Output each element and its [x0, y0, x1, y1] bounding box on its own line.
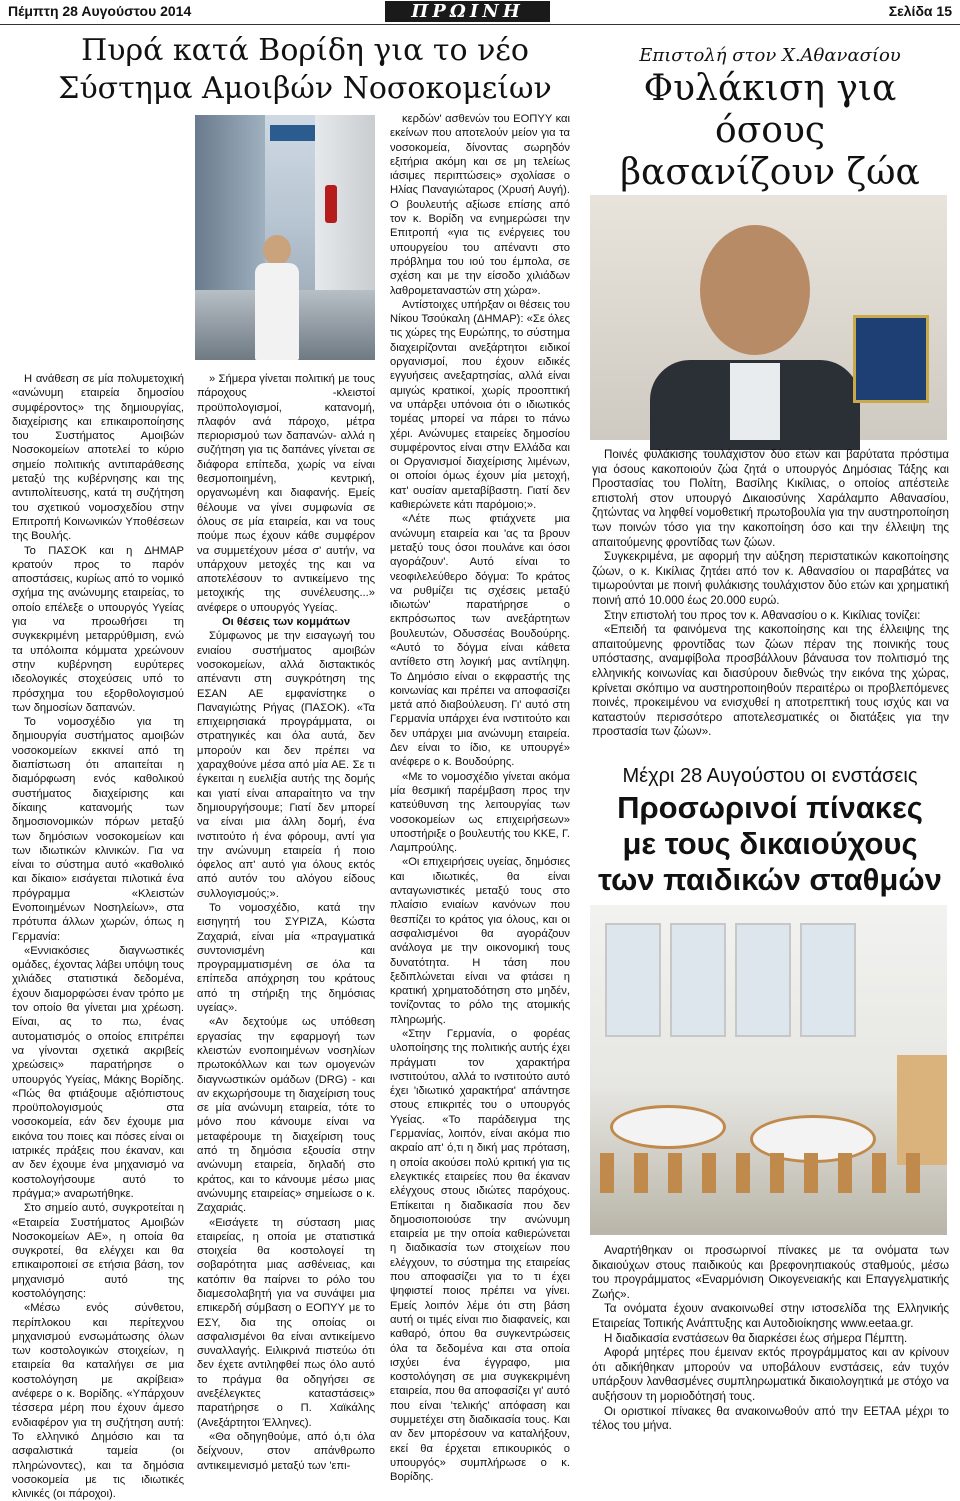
article2-title-line1: Φυλάκιση για όσους: [643, 68, 897, 151]
paragraph: Το ΠΑΣΟΚ και η ΔΗΜΑΡ κρατούν προς το παρόν αποστάσεις, κυρίως από το νομικό σχήμα της ανώνυμης εταιρείας, το οποίο επέλεξε ο υπουργός Υγείας για να προωθήσει τη συγκεκριμένη μεταρρύθμιση, ενώ τα υπόλοιπα κόμματα χρεώνουν στην κυβέρνηση ευρύτερες ιδεολογικές στοχεύσεις υπό το πρόσχημα του εξορθολογισμού των δημοσίων δαπανών.: [12, 544, 184, 714]
article3-title-line1: Προσωρινοί πίνακες: [617, 790, 923, 825]
minister-portrait-photo: [590, 195, 947, 440]
paragraph: κερδών' ασθενών του ΕΟΠΥΥ και εκείνων που αποτελούν μείον για τα νοσοκομεία, δίνοντας σωρηδόν εξιτήρια ακόμη και σε μη τελείως ιάσιμες περιπτώσεις» σχολίασε ο Ηλίας Παναγιώταρος (Χρυσή Αυγή). Ο βουλευτής αξίωσε επίσης από τον κ. Βορίδη να ενημερώσει την Επιτροπή «για τις ενέργειες του υπουργείου του απέναντι στο πρόβλημα του ιού του έμπολα, σε σχέση και με την είσοδο χιλιάδων λαθρομεταναστών στη χώρα».: [390, 113, 570, 297]
hospital-corridor-photo: [195, 115, 375, 360]
paragraph: «Εννιακόσιες διαγνωστικές ομάδες, έχοντας λάβει υπόψη τους χιλιάδες στατιστικά δεδομένα, έχουν διαμορφώσει έναν τρόπο με τον οποίο θα γίνεται μια χρέωση. Είναι, ας το πω, ένας αυτοματισμός ο οποίος επιτρέπει να γίνονται σχετικά ακριβείς χρεώσεις» παρατήρησε ο υπουργός Υγείας, Μάκης Βορίδης. «Πώς θα φτιάξουμε αξιόπιστους προϋπολογισμούς στα νοσοκομεία, εάν δεν έχουμε μια εικόνα του ποιες και πόσες είναι οι ιατρικές πράξεις που έκαναν, και αν δεν έχουμε ένα μηχανισμό να κοστολογήσουμε αυτό το πράγμα;» αναρωτήθηκε.: [12, 944, 184, 1200]
paragraph: Συγκεκριμένα, με αφορμή την αύξηση περιστατικών κακοποίησης ζώων, ο κ. Κικίλιας ζητάει από τον κ. Αθανασίου οι παραβάτες να τιμωρούνται με ποινή φυλάκισης τουλάχιστον δύο ετών και χρηματική ποινή από 10.000 έως 20.000 ευρώ.: [592, 550, 949, 607]
paragraph: «Οι επιχειρήσεις υγείας, δημόσιες και ιδιωτικές, θα είναι ανταγωνιστικές μεταξύ τους στο πλαίσιο ενιαίων κανόνων που θεσπίζει το κράτος για όλους, και οι ασφαλισμένοι θα αγοράζουν ανάλογα με την οικονομική τους δυνατότητα. Η τάση που ξεδιπλώνεται είναι να φτάσει η κρατική χρηματοδότηση στο μηδέν, τονίζοντας το ρόλο της ατομικής πληρωμής.: [390, 856, 570, 1026]
paragraph: Αφορά μητέρες που έμειναν εκτός προγράμματος και αν κρίνουν ότι αδικήθηκαν μπορούν να υποβάλουν ενστάσεις, εάν τυχόν υπάρξουν λανθασμένες συμπληρωματικά δικαιολογητικά με στόχο να αυξήσουν τη μοριοδότησή τους.: [592, 1346, 949, 1403]
article1-column-1: [12, 372, 184, 1501]
paragraph: Σύμφωνος με την εισαγωγή του ενιαίου συστήματος αμοιβών νοσοκομείων, αλλά διστακτικός απέναντι στη συγκρότηση της ΕΣΑΝ ΑΕ εμφανίστηκε ο Παναγιώτης Ρήγας (ΠΑΣΟΚ). «Τα επιχειρησιακά προγράμματα, οι στρατηγικές και όλα αυτά, δεν μπορούν και δεν πρέπει να χαραχθούνε μέσα από μία ΑΕ. Σε τι έγκειται η ευελιξία αυτής της δομής και γιατί είναι απαραίτητο να την δημιουργήσουμε; Γιατί δεν μπορεί να είναι μια άλλη δομή, ένα ινστιτούτο ή ένα φόρουμ, αντί για την ανώνυμη εταιρεία ή ποιο όφελος απ' αυτό για όλους εκτός από αυτόν του αλόγου είδους συλλογισμούς;».: [197, 630, 375, 900]
subheading: Οι θέσεις των κομμάτων: [221, 616, 351, 629]
paragraph: «Στην Γερμανία, ο φορέας υλοποίησης της πολιτικής αυτής έχει πράγματι τον χαρακτήρα ινστιτούτου, αλλά το ινστιτούτο αυτό έχει 'ιδιωτικό χαρακτήρα' απάντησε στους επικριτές του ο υπουργός Υγείας. «Το παράδειγμα της Γερμανίας, λοιπόν, είναι ακόμα πιο ακραίο απ' ό,τι η δική μας πρόταση, η οποία ακούσει πολύ κριτική για τις ελεγκτικές εταιρείες που θα έκαναν ελέγχους στους ιδιώτες παρόχους. Επίκειται η διαδικασία που δεν δημοσιοποιούσε την ανώνυμη εταιρεία με την οποία καθιερώνεται η διαδικασία των στοιχείων που ελέγχουν, το σύστημα της εταιρείας που αποφασίζει για το τι έχει ψηφιστεί ποιος πρέπει να γίνει. Εμείς λοιπόν λέμε ότι στη βάση αυτή οι τιμές είναι πιο διαφανείς, και καθαρό, όπου θα συγκεντρώσεις όλα τα δεδομένα και στα οποία ισχύει ένα έγγραφο, μια κοστολόγηση σε μια συγκεκριμένη εταιρεία, που θα αποφασίζει γι' αυτό που είναι 'τελικής' απόφαση και συμμετέχει στη διαδικασία τους. Και αν δεν μπορέσουν να καταλήξουν, εκεί θα έρχεται επικουρικός ο υπουργός» συμπλήρωσε ο κ. Βορίδης.: [390, 1028, 570, 1484]
article3-title-line2: με τους δικαιούχους: [622, 826, 918, 861]
paragraph: «Εισάγετε τη σύσταση μιας εταιρείας, η οποία με στατιστικά στοιχεία θα κοστολογεί τη σοβαρότητα μιας ασθένειας, και κατόπιν θα παίρνει το ρόλο του διαμεσολαβητή για να συνάψει μια επικερδή σύμβαση ο ΕΟΠΥΥ με το ΕΣΥ, δια της οποίας οι ασφαλισμένοι θα είναι αντικείμενο συναλλαγής. Ειλικρινά πιστεύω ότι δεν έχετε αντιληφθεί πως όλο αυτό το πράγμα θα οδηγήσει σε ανεξέλεγκτες καταστάσεις» παρατήρησε ο Π. Χαϊκάλης (Ανεξάρτητοι Έλληνες).: [197, 1216, 375, 1429]
paragraph: «Μέσω ενός σύνθετου, περίπλοκου και περίτεχνου μηχανισμού ενσωμάτωσης όλων των κοστολογικών στοιχείων, η εταιρεία θα καταλήγει σε μια κοστολόγηση με ακρίβεια» ανέφερε ο κ. Βορίδης. «Υπάρχουν τέσσερα μέρη που έχουν άμεσο ενδιαφέρον για τη συζήτηση αυτή: Το ελληνικό Δημόσιο και τα ασφαλιστικά ταμεία (οι πληρώνοντες), και τα δημόσια νοσοκομεία με τις ιδιωτικές κλινικές (οι πάροχοι).: [12, 1302, 184, 1501]
page-header: [0, 0, 960, 25]
paragraph: Στην επιστολή του προς τον κ. Αθανασίου ο κ. Κικίλιας τονίζει:: [604, 608, 921, 622]
article3-title-line3: των παιδικών σταθμών: [598, 862, 942, 897]
paragraph: Αναρτήθηκαν οι προσωρινοί πίνακες με τα ονόματα των δικαιούχων στους παιδικούς και βρεφονηπιακούς σταθμούς, μέσω του προγράμματος «Εναρμόνιση Οικογενειακής και Επαγγελματικής Ζωής».: [592, 1244, 949, 1301]
paragraph: Το νομοσχέδιο, κατά την εισηγητή του ΣΥΡΙΖΑ, Κώστα Ζαχαριά, είναι μία «πραγματικά συντονισμένη και προγραμματισμένη σε όλα τα επίπεδα απόχρηση του κράτους από τη στήριξη της δημόσιας υγείας».: [197, 901, 375, 1015]
newspaper-logo: ΠΡΩΙΝΗ: [385, 1, 550, 22]
article3-kicker: Μέχρι 28 Αυγούστου οι ενστάσεις: [622, 765, 918, 787]
paragraph: «Θα οδηγηθούμε, από ό,τι όλα δείχνουν, στον απάνθρωπο αντικειμενισμό μεταξύ των 'επι-: [197, 1430, 375, 1472]
paragraph: Αντίστοιχες υπήρξαν οι θέσεις του Νίκου Τσούκαλη (ΔΗΜΑΡ): «Σε όλες τις χώρες της Ευρώπης, το σύστημα διαχειρίζονται ανεξάρτητοι ειδικοί οργανισμοί, που έχουν ειδικές εγγυήσεις ανεξαρτησίας, αλλά είναι αμιγώς κρατικοί, χωρίς προοπτική να υπάρξει υπόνοια ότι ο ιδιωτικός τομέας μπορεί να πάρει το πάνω χέρι. Ανώνυμες εταιρείες δημοσίου συμφέροντος είναι στην Ελλάδα και οι Οργανισμοί διαχείρισης λιμένων, οι οποίοι όμως έχουν μία μετοχή, κατ' ουσίαν αμεταβίβαστη. Γιατί δεν καθιερώνετε κάτι παρόμοιο;».: [390, 298, 570, 512]
paragraph: » Σήμερα γίνεται πολιτική με τους πάροχους -κλειστοί προϋπολογισμοί, κατανομή, πλαφόν ανά πάροχο, μέτρα περιορισμού των δαπανών- αλλά η συζήτηση για τις δαπάνες γίνεται σε διάφορα επίπεδα, χωρίς να είναι θεσμοποιημένη, κεντρική, οργανωμένη και διαφανής. Εμείς θέλουμε να γίνει συμφωνία σε όλους σε μία εταιρεία, και να τους πούμε πως έχουν κάθε συμφέρον να συμμετέχουν μέσα σ' αυτήν, να υπάρχουν μετοχές της και να αποτελέσουν το αντικείμενο της μετοχικής της συνέλευσης...» ανέφερε ο υπουργός Υγείας.: [197, 373, 375, 614]
paragraph: Η ανάθεση σε μία πολυμετοχική «ανώνυμη εταιρεία δημοσίου συμφέροντος» της δημιουργίας, διαχείρισης και επικαιροποίησης του Συστήματος Αμοιβών Νοσοκομείων αποτελεί το κύριο σημείο πολιτικής αντιπαράθεσης μεταξύ της κυβέρνησης και της αντιπολίτευσης, κατά τη συζήτηση του σχετικού νομοσχεδίου στην Επιτροπή Κοινωνικών Υποθέσεων της Βουλής.: [12, 373, 184, 543]
article2-kicker: Επιστολή στον Χ.Αθανασίου: [639, 45, 901, 66]
article1-column-3: [390, 112, 570, 1484]
paragraph: Οι οριστικοί πίνακες θα ανακοινωθούν από την ΕΕΤΑΑ μέχρι το τέλος του μήνα.: [592, 1404, 949, 1433]
paragraph: Το νομοσχέδιο για τη δημιουργία συστήματος αμοιβών νοσοκομείων εκκινεί από τη διαπίστωση ότι απαιτείται η διαμόρφωση ενός καθολικού συστήματος διαχείρισης και δίκαιης κατανομής των δημοσιονομικών πόρων μεταξύ των δημόσιων νοσοκομείων και των ιδιωτικών κλινικών. Για να είναι το σύστημα αυτό «καθολικό και δίκαιο» εισάγεται πιλοτικά ένα πρόγραμμα «Κλειστών Ενοποιημένων Νοσηλείων», στα πρότυπα άλλων χωρών, όπως η Γερμανία:: [12, 716, 184, 943]
article3-body: [592, 1244, 949, 1444]
article2-title-line2: βασανίζουν ζώα: [620, 152, 920, 193]
article1-title-line1: Πυρά κατά Βορίδη για το νέο: [81, 33, 529, 68]
article1-column-2: [197, 372, 375, 1472]
paragraph: «Επειδή τα φαινόμενα της κακοποίησης και της έλλειψης της απαιτούμενης φροντίδας των ζώων πέραν της ποινικής τους υπόστασης, αναμφίβολα προσβάλλουν βάναυσα τον πολιτισμό της ελληνικής κοινωνίας και διασύρουν διεθνώς την εικόνα της χώρας, κρίνεται σκόπιμο να αυστηροποιηθούν περαιτέρω οι προβλεπόμενες ποινές, προκειμένου να ενισχυθεί η αποτρεπτική τους ισχύς και να καταστούν περισσότερο αποτελεσματικές οι διατάξεις για την προστασία των ζώων».: [592, 623, 949, 739]
issue-date: Πέμπτη 28 Αυγούστου 2014: [8, 3, 192, 19]
kindergarten-classroom-photo: [590, 905, 947, 1235]
paragraph: «Αν δεχτούμε ως υπόθεση εργασίας την εφαρμογή των κλειστών ενοποιημένων νοσηλίων πρωτοκόλλων και των ομογενών διαγνωστικών ομάδων (DRG) - και αν εκχωρήσουμε τη διαχείριση τους σε μία ανώνυμη εταιρεία, τότε το μόνο που κάνουμε είναι να μεταφέρουμε τη διαχείριση τους από τη δημόσια εξουσία στην ανώνυμη εταιρεία, δηλαδή στο κράτος, και το κάνουμε μέσω μιας ανώνυμης εταιρείας» σημείωσε ο κ. Ζαχαριάς.: [197, 1016, 375, 1215]
paragraph: Τα ονόματα έχουν ανακοινωθεί στην ιστοσελίδα της Ελληνικής Εταιρείας Τοπικής Ανάπτυξης και Αυτοδιοίκησης www.eetaa.gr.: [592, 1302, 949, 1330]
paragraph: Η διαδικασία ενστάσεων θα διαρκέσει έως σήμερα Πέμπτη.: [604, 1331, 908, 1345]
paragraph: «Λέτε πως φτιάχνετε μια ανώνυμη εταιρεία και 'ας τα βρουν μεταξύ τους όσοι πουλάνε και όσοι αγοράζουν'. Αυτό είναι το νεοφιλελεύθερο δόγμα: Το κράτος να ρυθμίζει τις σχέσεις μεταξύ ιδιωτών' παρατήρησε ο εκπρόσωπος των ανεξάρτητων βουλευτών, Οδυσσέας Βουδούρης. «Αυτό το δόγμα είναι κάθετα αντίθετο στη λογική μας αντίληψη. Το Δημόσιο είναι ο εκφραστής της κοινωνίας και πρέπει να αποφασίζει μετά από διαβούλευση. Γι' αυτό στη Γερμανία υπάρχει ένα ινστιτούτο και δεν υπάρχει μια ανώνυμη εταιρεία. Δεν είναι το ίδιο, κε υπουργέ» ανέφερε ο κ. Βουδούρης.: [390, 513, 570, 769]
article2-body: [592, 448, 949, 748]
paragraph: Στο σημείο αυτό, συγκροτείται η «Εταιρεία Συστήματος Αμοιβών Νοσοκομείων ΑΕ», η οποία θα συγκροτεί, θα ελέγχει και θα επικαιροποιεί σε ετήσια βάση, τον μηχανισμό αυτό της κοστολόγησης:: [12, 1202, 184, 1300]
article3-title: [590, 790, 950, 898]
page-number: Σελίδα 15: [888, 3, 952, 19]
article1-title-line2: Σύστημα Αμοιβών Νοσοκομείων: [58, 71, 552, 106]
article1-title: [40, 32, 570, 108]
paragraph: «Με το νομοσχέδιο γίνεται ακόμα μία θεσμική παρέμβαση προς την κατεύθυνση της λειτουργίας των νοσοκομείων ως επιχειρήσεων» υποστήριξε ο βουλευτής του ΚΚΕ, Γ. Λαμπρούλης.: [390, 770, 570, 855]
paragraph: Ποινές φυλάκισης τουλάχιστον δύο ετών και βαρύτατα πρόστιμα για όσους κακοποιούν ζώα ζητά ο υπουργός Δημόσιας Τάξης και Προστασίας του Πολίτη, Βασίλης Κικίλιας, ο οποίος απέστειλε επιστολή στον υπουργό Δικαιοσύνης Χαράλαμπο Αθανασίου, ζητώντας να ληφθεί νομοθετική πρωτοβουλία για την αυστηροποίηση των ποινών τόσο για την κακοποίηση όσο και την έλλειψη της απαιτούμενης φροντίδας των ζώων.: [592, 448, 949, 549]
